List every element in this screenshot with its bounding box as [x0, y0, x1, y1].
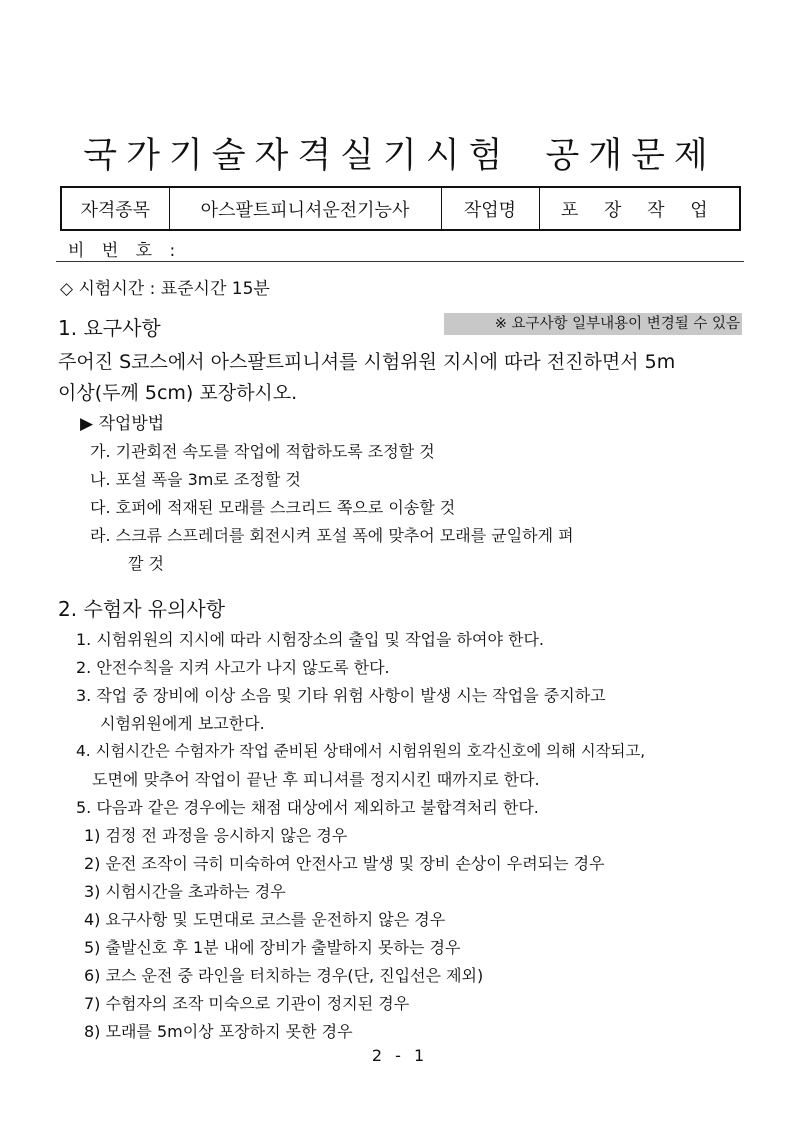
task-label: 작업명	[441, 187, 539, 230]
method-item: 가. 기관회전 속도를 작업에 적합하도록 조정할 것	[90, 442, 435, 461]
method-item-continuation: 깔 것	[128, 554, 164, 573]
section2-heading: 2. 수험자 유의사항	[58, 597, 226, 621]
section1-heading: 1. 요구사항	[58, 316, 161, 340]
requirement-line-1: 주어진 S코스에서 아스팔트피니셔를 시험위원 지시에 따라 전진하면서 5m	[58, 351, 676, 373]
change-notice: ※ 요구사항 일부내용이 변경될 수 있음	[444, 313, 742, 335]
requirement-line-2: 이상(두께 5cm) 포장하시오.	[58, 382, 298, 404]
task-value: 포 장 작 업	[539, 187, 740, 230]
notice-item: 2. 안전수칙을 지켜 사고가 나지 않도록 한다.	[76, 658, 390, 677]
notice-item: 3. 작업 중 장비에 이상 소음 및 기타 위험 사항이 발생 시는 작업을 중지하고	[76, 686, 606, 705]
info-table	[60, 186, 741, 231]
disqualify-item: 4) 요구사항 및 도면대로 코스를 운전하지 않은 경우	[84, 910, 446, 929]
disqualify-item: 3) 시험시간을 초과하는 경우	[84, 882, 286, 901]
document-title: 국가기술자격실기시험 공개문제	[83, 136, 717, 176]
disqualify-item: 7) 수험자의 조작 미숙으로 기관이 정지된 경우	[84, 994, 410, 1013]
notice-item-continuation: 도면에 맞추어 작업이 끝난 후 피니셔를 정지시킨 때까지로 한다.	[92, 770, 540, 789]
qualification-value: 아스팔트피니셔운전기능사	[169, 187, 441, 230]
divider	[56, 261, 744, 262]
disqualify-item: 2) 운전 조작이 극히 미숙하여 안전사고 발생 및 장비 손상이 우려되는 경우	[84, 854, 605, 873]
exam-number-label: 비 번 호 :	[68, 241, 182, 261]
method-item: 라. 스크류 스프레더를 회전시켜 포설 폭에 맞추어 모래를 균일하게 펴	[90, 526, 574, 545]
exam-time: ◇ 시험시간 : 표준시간 15분	[60, 279, 270, 299]
method-heading: ▶ 작업방법	[80, 414, 165, 434]
disqualify-item: 5) 출발신호 후 1분 내에 장비가 출발하지 못하는 경우	[84, 938, 461, 957]
disqualify-item: 8) 모래를 5m이상 포장하지 못한 경우	[84, 1022, 353, 1041]
notice-item-continuation: 시험위원에게 보고한다.	[100, 714, 265, 733]
notice-item: 1. 시험위원의 지시에 따라 시험장소의 출입 및 작업을 하여야 한다.	[76, 630, 544, 649]
qualification-label: 자격종목	[61, 187, 169, 230]
method-item: 나. 포설 폭을 3m로 조정할 것	[90, 470, 301, 489]
notice-item: 5. 다음과 같은 경우에는 채점 대상에서 제외하고 불합격처리 한다.	[76, 798, 539, 817]
disqualify-item: 6) 코스 운전 중 라인을 터치하는 경우(단, 진입선은 제외)	[84, 966, 484, 985]
notice-item: 4. 시험시간은 수험자가 작업 준비된 상태에서 시험위원의 호각신호에 의해 시작되고,	[76, 742, 646, 760]
method-item: 다. 호퍼에 적재된 모래를 스크리드 쪽으로 이송할 것	[90, 498, 456, 517]
page-number: 2 - 1	[371, 1046, 429, 1065]
disqualify-item: 1) 검정 전 과정을 응시하지 않은 경우	[84, 826, 348, 845]
